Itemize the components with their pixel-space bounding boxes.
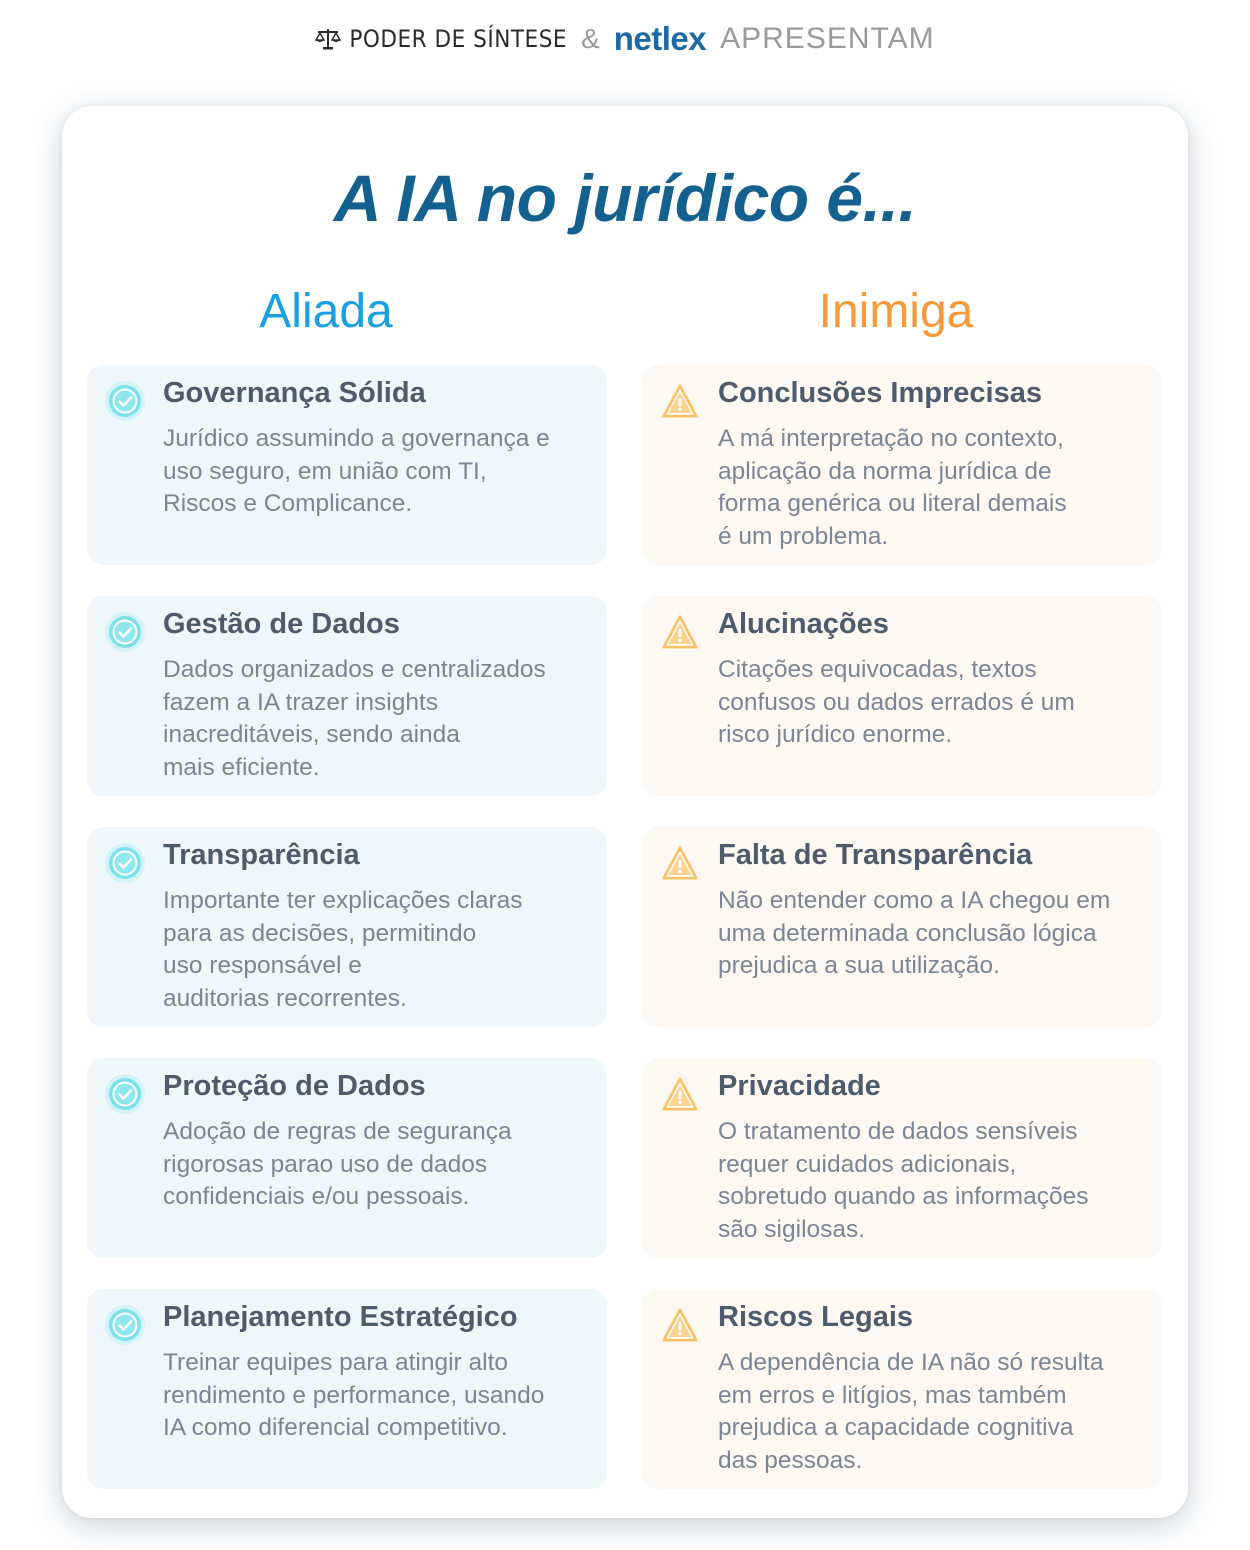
item-description: A dependência de IA não só resulta em erros e litígios, mas também prejudica a capacidade cognitiva das pessoas.: [718, 1349, 1104, 1474]
warning-triangle-icon: [660, 381, 700, 421]
check-circle-icon: [105, 1305, 145, 1345]
item-description: Dados organizados e centralizados fazem a IA trazer insights inacreditáveis, sendo ainda mais eficiente.: [163, 656, 546, 781]
item-title: Proteção de Dados: [163, 1070, 426, 1102]
ally-item: [87, 1289, 607, 1489]
item-description: Importante ter explicações claras para as decisões, permitindo uso responsável e auditorias recorrentes.: [163, 887, 523, 1012]
enemy-item: [642, 827, 1162, 1027]
item-title: Riscos Legais: [718, 1301, 914, 1333]
item-title: Transparência: [163, 839, 360, 871]
enemy-item: [642, 1289, 1162, 1489]
item-description: Adoção de regras de segurança rigorosas parao uso de dados confidenciais e/ou pessoais.: [163, 1118, 512, 1210]
ally-item: [87, 827, 607, 1027]
warning-triangle-icon: [660, 1305, 700, 1345]
header-bar: [0, 16, 1250, 62]
warning-triangle-icon: [660, 612, 700, 652]
header-tagline: APRESENTAM: [720, 22, 935, 55]
brand1-text: PODER DE SÍNTESE: [349, 25, 568, 53]
item-title: Falta de Transparência: [718, 839, 1033, 871]
item-description: A má interpretação no contexto, aplicação da norma jurídica de forma genérica ou literal demais é um problema.: [718, 425, 1067, 550]
item-title: Privacidade: [718, 1070, 881, 1102]
ally-item: [87, 596, 607, 796]
brand-poder-de-sintese: [315, 25, 567, 53]
item-title: Conclusões Imprecisas: [718, 377, 1042, 409]
enemy-item: [642, 365, 1162, 565]
enemy-item: [642, 1058, 1162, 1258]
item-title: Planejamento Estratégico: [163, 1301, 518, 1333]
check-circle-icon: [105, 1074, 145, 1114]
item-description: O tratamento de dados sensíveis requer cuidados adicionais, sobretudo quando as informações são sigilosas.: [718, 1118, 1089, 1243]
ally-item: [87, 1058, 607, 1258]
ampersand: &: [581, 23, 600, 54]
enemy-item: [642, 596, 1162, 796]
netlex-logo: netlex: [613, 20, 707, 57]
check-circle-icon: [105, 381, 145, 421]
item-description: Treinar equipes para atingir alto rendimento e performance, usando IA como diferencial competitivo.: [163, 1349, 545, 1441]
ally-item: [87, 365, 607, 565]
warning-triangle-icon: [660, 843, 700, 883]
column-heading-enemy: Inimiga: [818, 285, 974, 338]
item-description: Citações equivocadas, textos confusos ou dados errados é um risco jurídico enorme.: [718, 656, 1075, 748]
item-description: Não entender como a IA chegou em uma determinada conclusão lógica prejudica a sua utilização.: [718, 887, 1111, 979]
scales-icon: [315, 27, 341, 51]
column-heading-ally: Aliada: [259, 285, 393, 338]
warning-triangle-icon: [660, 1074, 700, 1114]
item-title: Alucinações: [718, 608, 889, 640]
check-circle-icon: [105, 843, 145, 883]
item-title: Governança Sólida: [163, 377, 426, 409]
check-circle-icon: [105, 612, 145, 652]
item-title: Gestão de Dados: [163, 608, 400, 640]
item-description: Jurídico assumindo a governança e uso seguro, em união com TI, Riscos e Complicance.: [163, 425, 550, 517]
page-title: A IA no jurídico é...: [333, 161, 917, 235]
